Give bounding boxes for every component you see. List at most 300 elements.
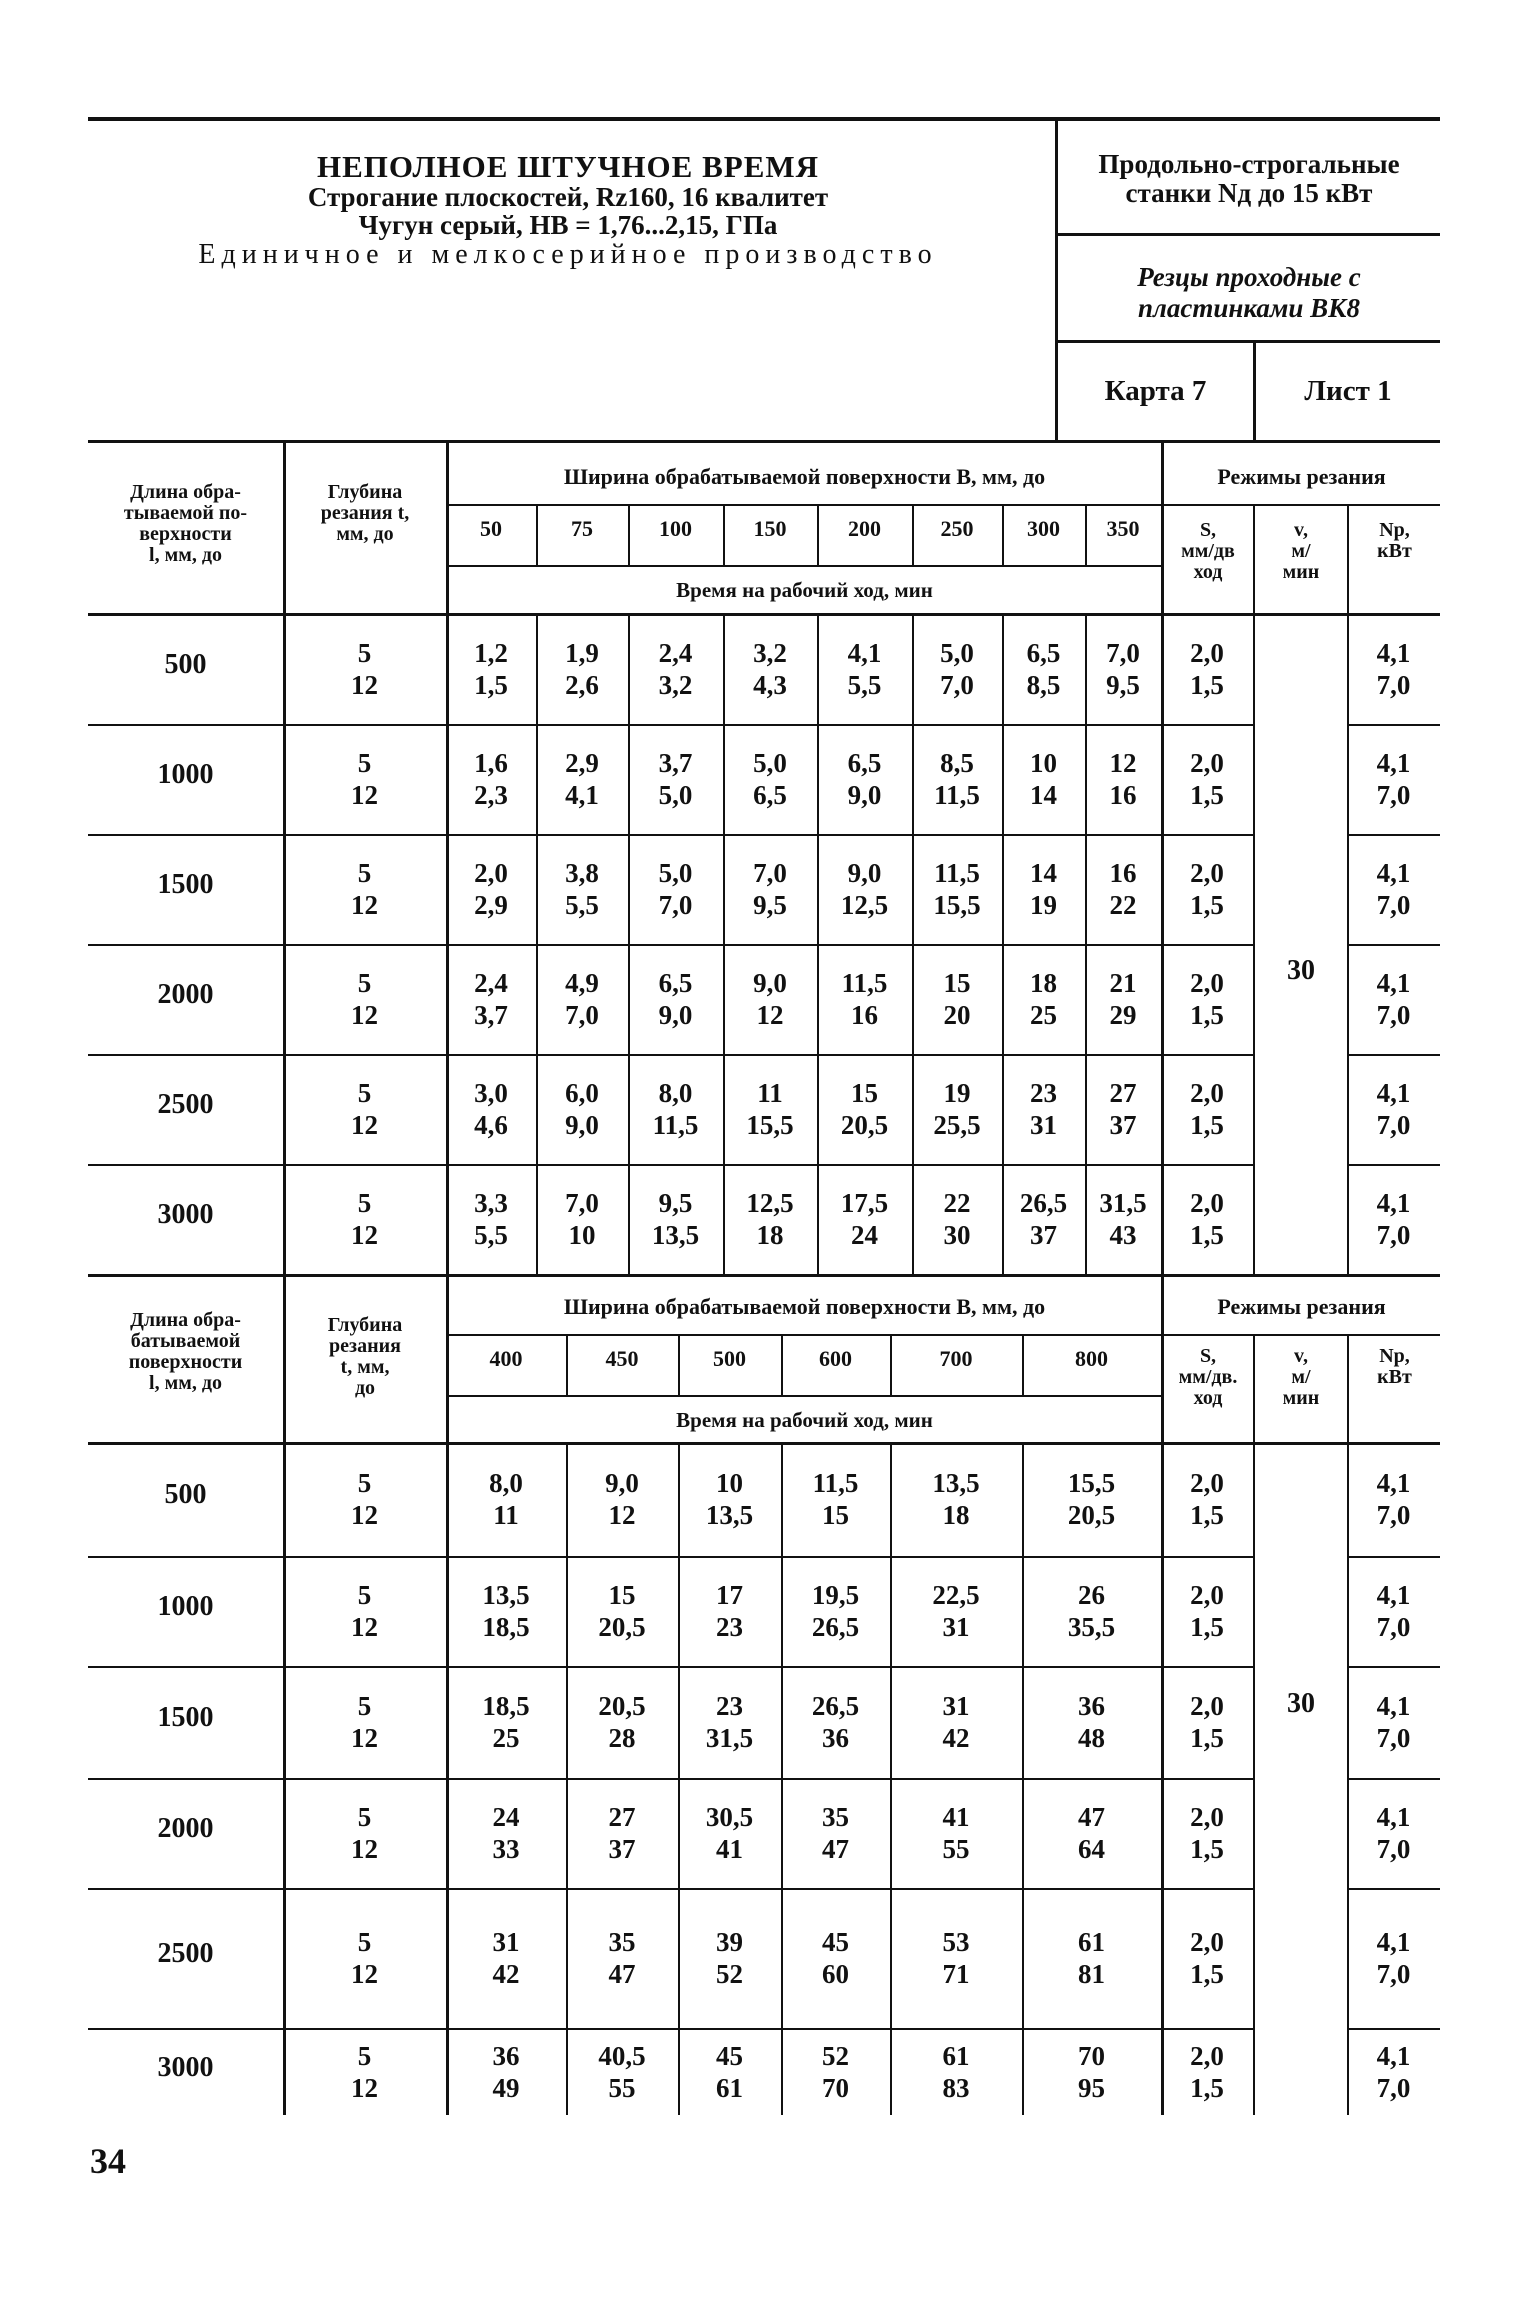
grid-rule <box>88 1274 1440 1277</box>
time-cell <box>817 967 912 1031</box>
time-value: 6,5 <box>658 968 693 998</box>
time-value: 49 <box>492 2072 520 2103</box>
power-cell <box>1347 1187 1440 1251</box>
time-value: 23 <box>716 1691 743 1721</box>
time-value: 41 <box>942 1802 970 1832</box>
t2-hd-2: t, мм, <box>340 1356 390 1378</box>
row-rule <box>1347 724 1440 726</box>
time-cell <box>678 1690 781 1754</box>
time-value: 37 <box>1109 1110 1137 1140</box>
time-cell <box>890 1690 1022 1754</box>
depth-value: 5 <box>357 1078 372 1108</box>
time-value: 23 <box>716 1612 743 1642</box>
t1-hl-3: l, мм, до <box>149 544 222 566</box>
depth-value: 5 <box>357 1691 372 1721</box>
row-length: 3000 <box>157 2051 214 2083</box>
sheet-label: Лист 1 <box>1304 375 1392 407</box>
time-value: 15 <box>608 1580 636 1610</box>
machine-line-2: станки Nд до 15 кВт <box>1125 178 1373 208</box>
time-cell <box>446 1690 566 1754</box>
feed-value: 2,0 <box>1190 1927 1224 1957</box>
time-cell <box>817 857 912 921</box>
depth-value: 12 <box>351 1612 378 1642</box>
time-value: 28 <box>608 1723 636 1753</box>
t2-hv-2: мин <box>1282 1387 1320 1409</box>
feed-value: 1,5 <box>1190 1220 1224 1250</box>
feed-value: 2,0 <box>1190 858 1224 888</box>
time-value: 7,0 <box>565 1188 599 1218</box>
tool-type <box>1058 262 1440 324</box>
time-cell <box>446 747 536 811</box>
feed-value: 1,5 <box>1190 1834 1224 1864</box>
time-value: 5,0 <box>753 748 787 778</box>
power-value: 4,1 <box>1376 2040 1411 2071</box>
power-value: 4,1 <box>1376 1468 1411 1498</box>
t2-hd-3: до <box>354 1377 376 1399</box>
time-value: 2,6 <box>565 669 599 700</box>
depth-value: 12 <box>351 669 378 700</box>
time-value: 10 <box>1030 748 1057 778</box>
row-depth <box>283 2040 446 2104</box>
time-value: 4,3 <box>753 669 787 700</box>
time-value: 11 <box>757 1078 783 1108</box>
depth-value: 5 <box>357 1802 372 1832</box>
depth-value: 5 <box>357 637 372 668</box>
time-value: 9,0 <box>847 858 882 888</box>
time-value: 19,5 <box>811 1580 860 1610</box>
row-rule <box>88 2028 1253 2030</box>
time-value: 1,2 <box>474 637 508 668</box>
time-value: 9,5 <box>1106 669 1140 700</box>
t2-header-modes: Режимы резания <box>1217 1294 1386 1319</box>
time-value: 81 <box>1078 1959 1105 1989</box>
time-value: 27 <box>1109 1078 1137 1108</box>
time-cell <box>781 1579 890 1643</box>
time-cell <box>678 1467 781 1531</box>
time-value: 11 <box>493 1500 519 1530</box>
time-value: 9,0 <box>565 1110 599 1140</box>
time-value: 35,5 <box>1067 1612 1116 1642</box>
time-cell <box>1022 1690 1161 1754</box>
time-cell <box>890 2040 1022 2104</box>
time-cell <box>678 1801 781 1865</box>
t1-header-n <box>1349 520 1440 562</box>
time-value: 26 <box>1078 1580 1105 1610</box>
t1-hn-1: кВт <box>1377 540 1412 562</box>
depth-value: 12 <box>351 890 378 920</box>
time-cell <box>446 1926 566 1990</box>
time-value: 16 <box>1109 858 1137 888</box>
grid-rule <box>446 565 1161 567</box>
t1-hv-1: м/ <box>1291 540 1311 562</box>
time-value: 11,5 <box>934 780 980 810</box>
feed-cell <box>1161 1187 1253 1251</box>
time-value: 20,5 <box>598 1612 646 1642</box>
time-cell <box>446 1579 566 1643</box>
time-value: 26,5 <box>1019 1188 1068 1218</box>
time-value: 35 <box>822 1802 849 1832</box>
title-line-1: НЕПОЛНОЕ ШТУЧНОЕ ВРЕМЯ <box>316 149 820 184</box>
row-length: 1500 <box>157 1702 214 1733</box>
time-value: 6,0 <box>565 1078 599 1108</box>
t1-header-width: Ширина обрабатываемой поверхности B, мм, до <box>563 464 1046 489</box>
power-value: 7,0 <box>1376 1220 1411 1250</box>
time-cell <box>1085 1187 1161 1251</box>
t1-hv-0: v, <box>1294 519 1308 541</box>
feed-cell <box>1161 967 1253 1031</box>
time-value: 48 <box>1078 1723 1105 1753</box>
depth-value: 12 <box>351 2072 378 2103</box>
time-value: 35 <box>608 1927 636 1957</box>
power-cell <box>1347 637 1440 701</box>
time-value: 12 <box>1109 748 1137 778</box>
row-depth <box>283 1579 446 1643</box>
t2-header-v <box>1255 1346 1347 1409</box>
time-value: 17,5 <box>840 1188 889 1218</box>
time-value: 3,7 <box>474 1000 508 1030</box>
time-value: 8,5 <box>940 748 974 778</box>
power-value: 4,1 <box>1376 1927 1411 1957</box>
feed-value: 1,5 <box>1190 1723 1224 1753</box>
time-value: 11,5 <box>841 968 888 998</box>
time-value: 7,0 <box>565 1000 599 1030</box>
time-value: 8,5 <box>1026 669 1061 700</box>
row-length: 500 <box>164 1479 207 1510</box>
time-value: 13,5 <box>651 1220 700 1250</box>
time-value: 40,5 <box>598 2040 646 2071</box>
time-cell <box>566 1801 678 1865</box>
time-value: 12,5 <box>746 1188 794 1218</box>
grid-rule <box>1253 1334 1255 2115</box>
time-value: 7,0 <box>658 890 693 920</box>
power-value: 7,0 <box>1376 890 1411 920</box>
time-value: 20,5 <box>598 1691 646 1721</box>
width-header-600: 600 <box>819 1346 852 1371</box>
time-cell <box>628 747 723 811</box>
row-depth <box>283 1187 446 1251</box>
t2-hn-1: кВт <box>1377 1366 1412 1388</box>
time-value: 36 <box>492 2040 520 2071</box>
depth-value: 5 <box>357 858 372 888</box>
time-cell <box>1022 1801 1161 1865</box>
time-value: 18 <box>942 1500 970 1530</box>
page-number: 34 <box>90 2141 126 2181</box>
power-value: 7,0 <box>1376 1612 1411 1642</box>
power-value: 7,0 <box>1376 780 1411 810</box>
width-header-500: 500 <box>713 1346 746 1371</box>
t2-hs-2: ход <box>1193 1387 1223 1409</box>
machine-type <box>1058 150 1440 208</box>
row-length: 2500 <box>157 1938 214 1969</box>
time-value: 1,5 <box>474 669 508 700</box>
time-cell <box>781 1690 890 1754</box>
tool-line-2: пластинками ВК8 <box>1138 293 1360 323</box>
time-cell <box>1002 857 1085 921</box>
time-cell <box>890 1926 1022 1990</box>
t1-hd-1: резания t, <box>320 502 410 524</box>
time-value: 25 <box>492 1723 520 1753</box>
time-value: 5,0 <box>940 637 974 668</box>
row-rule <box>88 1666 1253 1668</box>
depth-value: 5 <box>357 1188 372 1218</box>
width-header-200: 200 <box>848 516 881 541</box>
t1-hd-2: мм, до <box>336 523 394 545</box>
time-value: 53 <box>942 1927 970 1957</box>
time-value: 52 <box>822 2040 849 2071</box>
row-rule <box>1347 1164 1440 1166</box>
feed-value: 2,0 <box>1190 1802 1224 1832</box>
time-value: 6,5 <box>1026 637 1061 668</box>
time-cell <box>817 1187 912 1251</box>
time-value: 11,5 <box>934 858 980 888</box>
time-value: 15,5 <box>746 1110 794 1140</box>
feed-value: 2,0 <box>1190 637 1224 668</box>
time-value: 10 <box>568 1220 596 1250</box>
time-value: 29 <box>1109 1000 1137 1030</box>
time-cell <box>446 1801 566 1865</box>
time-value: 30,5 <box>705 1802 754 1832</box>
time-cell <box>723 967 817 1031</box>
feed-value: 1,5 <box>1190 1000 1224 1030</box>
time-value: 12 <box>756 1000 784 1030</box>
time-cell <box>723 1077 817 1141</box>
row-rule <box>1347 1556 1440 1558</box>
time-value: 9,0 <box>753 968 787 998</box>
depth-value: 5 <box>357 968 372 998</box>
row-rule <box>88 944 1253 946</box>
t1-v-value: 30 <box>1287 955 1315 986</box>
t2-hl-0: Длина обра- <box>130 1309 241 1331</box>
grid-rule <box>88 613 1440 616</box>
time-value: 2,9 <box>565 748 599 778</box>
time-value: 24 <box>492 1802 520 1832</box>
time-value: 9,5 <box>753 890 787 920</box>
t2-hl-1: батываемой <box>130 1330 241 1352</box>
time-value: 13,5 <box>705 1500 754 1530</box>
time-cell <box>912 1187 1002 1251</box>
time-value: 33 <box>492 1834 520 1864</box>
time-value: 26,5 <box>811 1691 860 1721</box>
row-rule <box>88 1888 1253 1890</box>
row-length: 1000 <box>157 1591 214 1622</box>
power-value: 4,1 <box>1376 1078 1411 1108</box>
row-length: 3000 <box>157 1199 214 1230</box>
time-value: 7,0 <box>753 858 787 888</box>
time-value: 13,5 <box>932 1468 980 1498</box>
depth-value: 5 <box>357 2040 372 2071</box>
row-rule <box>88 724 1253 726</box>
time-cell <box>678 1926 781 1990</box>
time-value: 27 <box>608 1802 636 1832</box>
time-value: 4,1 <box>565 780 599 810</box>
time-cell <box>1085 967 1161 1031</box>
time-cell <box>446 967 536 1031</box>
time-value: 4,1 <box>847 637 882 668</box>
time-cell <box>446 1077 536 1141</box>
depth-value: 12 <box>351 1110 378 1140</box>
time-value: 55 <box>608 2072 636 2103</box>
power-cell <box>1347 1077 1440 1141</box>
width-header-300: 300 <box>1027 516 1060 541</box>
power-value: 7,0 <box>1376 1834 1411 1864</box>
time-value: 9,0 <box>658 1000 693 1030</box>
t2-v-value: 30 <box>1287 1688 1315 1719</box>
t1-hs-0: S, <box>1199 519 1217 541</box>
power-value: 4,1 <box>1376 858 1411 888</box>
t1-header-length <box>88 482 283 566</box>
time-value: 16 <box>851 1000 878 1030</box>
depth-value: 5 <box>357 1580 372 1610</box>
feed-value: 2,0 <box>1190 748 1224 778</box>
time-value: 20,5 <box>1067 1500 1116 1530</box>
time-value: 2,0 <box>474 858 508 888</box>
time-cell <box>566 1579 678 1643</box>
time-cell <box>536 637 628 701</box>
power-value: 7,0 <box>1376 1500 1411 1530</box>
t1-header-depth <box>285 482 445 545</box>
row-depth <box>283 1926 446 1990</box>
feed-cell <box>1161 1690 1253 1754</box>
time-value: 31 <box>1030 1110 1057 1140</box>
power-cell <box>1347 1467 1440 1531</box>
time-value: 3,3 <box>474 1188 508 1218</box>
feed-value: 2,0 <box>1190 968 1224 998</box>
row-rule <box>1347 944 1440 946</box>
time-value: 19 <box>943 1078 971 1108</box>
power-cell <box>1347 1801 1440 1865</box>
time-value: 5,5 <box>474 1220 508 1250</box>
time-value: 30 <box>943 1220 971 1250</box>
time-cell <box>1002 1077 1085 1141</box>
t1-hd-0: Глубина <box>327 481 403 503</box>
time-value: 16 <box>1109 780 1137 810</box>
time-cell <box>1022 2040 1161 2104</box>
power-value: 7,0 <box>1376 1110 1411 1140</box>
power-cell <box>1347 747 1440 811</box>
row-depth <box>283 857 446 921</box>
row-rule <box>88 1164 1253 1166</box>
t2-hv-1: м/ <box>1291 1366 1311 1388</box>
feed-value: 1,5 <box>1190 2072 1224 2103</box>
depth-value: 12 <box>351 1500 378 1530</box>
time-value: 18,5 <box>482 1691 530 1721</box>
t1-hl-2: верхности <box>139 523 232 545</box>
t1-hl-1: тываемой по- <box>123 502 248 524</box>
t2-hl-2: поверхности <box>128 1351 243 1373</box>
t2-header-time: Время на рабочий ход, мин <box>676 1408 933 1432</box>
time-value: 13,5 <box>482 1580 530 1610</box>
time-value: 3,2 <box>753 637 787 668</box>
time-value: 5,0 <box>658 780 693 810</box>
t1-hv-2: мин <box>1282 561 1320 583</box>
time-cell <box>536 1077 628 1141</box>
feed-value: 2,0 <box>1190 2040 1224 2071</box>
time-value: 22 <box>943 1188 971 1218</box>
time-value: 37 <box>1030 1220 1057 1250</box>
title-line-2: Строгание плоскостей, Rz160, 16 квалитет <box>307 182 829 212</box>
grid-rule <box>1253 504 1255 1274</box>
feed-cell <box>1161 1801 1253 1865</box>
width-header-700: 700 <box>939 1346 973 1371</box>
feed-value: 2,0 <box>1190 1468 1224 1498</box>
power-value: 7,0 <box>1376 2072 1411 2103</box>
row-rule <box>88 1054 1253 1056</box>
time-value: 20 <box>943 1000 971 1030</box>
time-value: 15,5 <box>933 890 981 920</box>
feed-value: 2,0 <box>1190 1691 1224 1721</box>
time-value: 83 <box>942 2072 970 2103</box>
power-cell <box>1347 1579 1440 1643</box>
grid-rule <box>446 504 1440 506</box>
time-cell <box>628 1187 723 1251</box>
time-value: 43 <box>1109 1220 1137 1250</box>
time-value: 11,5 <box>652 1110 699 1140</box>
machine-rule <box>1058 233 1440 236</box>
time-value: 2,4 <box>658 637 693 668</box>
time-cell <box>1002 637 1085 701</box>
power-value: 4,1 <box>1376 1580 1411 1610</box>
time-cell <box>890 1801 1022 1865</box>
time-value: 61 <box>716 2072 743 2103</box>
width-header-250: 250 <box>940 516 974 541</box>
t2-header-n <box>1349 1346 1440 1388</box>
time-value: 45 <box>716 2040 743 2071</box>
feed-value: 2,0 <box>1190 1078 1224 1108</box>
time-value: 5,5 <box>565 890 599 920</box>
time-value: 70 <box>1078 2040 1105 2071</box>
time-value: 47 <box>1078 1802 1105 1832</box>
time-value: 2,9 <box>474 890 508 920</box>
time-cell <box>446 2040 566 2104</box>
depth-value: 12 <box>351 1000 378 1030</box>
t1-hs-2: ход <box>1193 561 1223 583</box>
time-value: 19 <box>1030 890 1057 920</box>
time-cell <box>536 747 628 811</box>
width-header-50: 50 <box>480 516 502 541</box>
power-value: 7,0 <box>1376 1959 1411 1989</box>
time-cell <box>912 747 1002 811</box>
power-value: 7,0 <box>1376 1723 1411 1753</box>
time-cell <box>1085 637 1161 701</box>
width-header-450: 450 <box>605 1346 639 1371</box>
time-value: 7,0 <box>940 669 974 700</box>
time-cell <box>781 1926 890 1990</box>
time-value: 3,8 <box>565 858 599 888</box>
time-cell <box>678 2040 781 2104</box>
row-length: 2000 <box>157 1813 214 1844</box>
time-value: 36 <box>822 1723 849 1753</box>
title-line-3: Чугун серый, НВ = 1,76...2,15, ГПа <box>358 210 778 240</box>
time-value: 5,5 <box>847 669 882 700</box>
width-header-75: 75 <box>571 516 593 541</box>
feed-value: 2,0 <box>1190 1188 1224 1218</box>
time-value: 10 <box>716 1468 743 1498</box>
row-depth <box>283 1690 446 1754</box>
power-cell <box>1347 967 1440 1031</box>
time-value: 2,4 <box>474 968 508 998</box>
time-value: 95 <box>1078 2072 1105 2103</box>
row-rule <box>1347 1054 1440 1056</box>
time-value: 31 <box>942 1612 970 1642</box>
row-rule <box>1347 834 1440 836</box>
t2-hs-0: S, <box>1199 1345 1217 1367</box>
time-value: 15 <box>943 968 971 998</box>
time-cell <box>817 747 912 811</box>
time-cell <box>781 1801 890 1865</box>
feed-cell <box>1161 747 1253 811</box>
row-rule <box>88 1778 1253 1780</box>
time-cell <box>1022 1579 1161 1643</box>
